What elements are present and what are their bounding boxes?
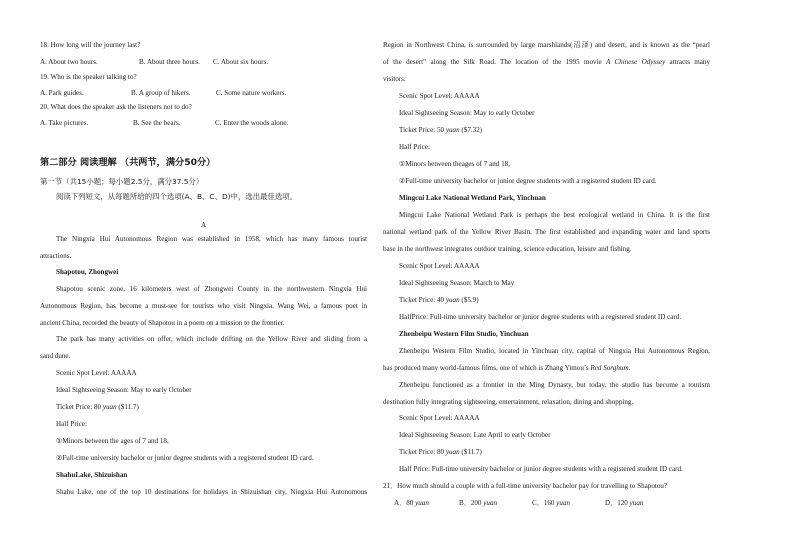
spot2-para-line3: of the desert” along the Silk Road. The location of the 1995 movie A Chinese Odyssey attracts many (383, 58, 710, 66)
spot1-para1-line2: Autonomous Region, has become a must-see for tourists who visit Ningxia. Wang Wei, a famous poet in (40, 302, 367, 310)
q20-option-b: B. See the bears. (133, 119, 181, 127)
spot4-para-line4: destination fully integrating sightseeing, entertainment, relaxation, dining and shopping. (383, 398, 634, 406)
part2-title: 第二部分 阅读理解 （共两节，满分50分） (40, 157, 216, 168)
spot3-half-price: HalfPrice: Full-time university bachelor or junior degree students with a registered student ID card. (399, 313, 682, 321)
q19-stem: 19. Who is the speaker talking to? (40, 73, 137, 81)
q18-option-a: A. About two hours. (40, 58, 98, 66)
spot2-half-price: Half Price: (399, 143, 430, 151)
q20-stem: 20. What does the speaker ask the listeners not to do? (40, 103, 192, 111)
q18-stem: 18. How long will the journey last? (40, 41, 141, 49)
q21-option-c: C．160 yuan (532, 499, 571, 507)
spot1-season: Ideal Sightseeing Season: May to early October (56, 386, 192, 394)
spot2-half-item-1: ①Minors between theages of 7 and 18, (399, 160, 510, 168)
spot1-para1-line1: Shapotou scenic zone, 16 kilometers west of Zhongwei County in the northwestern Ningxia Hui (56, 285, 367, 293)
spot4-half-price: Half Price: Full-time university bachelor or junior degree students with a registered student ID card. (399, 465, 683, 473)
q21-stem: 21．How much should a couple with a full-time university bachelor pay for travelling to Shapotou? (383, 482, 668, 490)
spot1-para2-line1: The park has many activities on offer, which include drifting on the Yellow River and sliding from a (56, 335, 367, 343)
spot3-para-line3: base in the northwest integrates outdoor training, science education, leisure and fishing. (383, 245, 632, 253)
spot4-para-line2: has produced many world-famous films, one of which is Zhang Yimou’s Red Sorghum. (383, 364, 631, 372)
intro-line-1: The Ningxia Hui Autonomous Region was established in 1958, which has many famous tourist (56, 235, 367, 243)
spot3-title: Mingcui Lake National Wetland Park, Yinchuan (399, 194, 546, 202)
q18-option-b: B. About three hours. (139, 58, 200, 66)
spot1-para1-line3: ancient China, recorded the beauty of Shapotou in a poem on a mission to the frontier. (40, 319, 285, 327)
spot2-season: Ideal Sightseeing Season: May to early October (399, 109, 535, 117)
spot2-para-line1: Shahu Lake, one of the top 10 destinations for holidays in Shizuishan city, Ningxia Hui Autonomous (56, 488, 367, 496)
spot3-para-line2: national wetland park of the Yellow River Basin. The first established and expanding water and land sports (383, 228, 710, 236)
passage-letter: A (201, 221, 207, 229)
spot1-title: Shapotou, Zhongwei (56, 268, 119, 276)
spot1-half-price: Half Price: (56, 420, 87, 428)
q20-option-c: C. Enter the woods alone. (215, 119, 289, 127)
spot4-title: Zhenbeipu Western Film Studio, Yinchuan (399, 330, 529, 338)
spot1-level: Scenic Spot Level: AAAAA (56, 369, 137, 377)
spot3-price: Ticket Price: 40 yuan ($5.9) (399, 296, 479, 304)
spot1-half-item-1: ①Minors between the ages of 7 and 18, (56, 437, 169, 445)
q19-option-b: B. A group of hikers. (131, 89, 191, 97)
q21-option-a: A．80 yuan (394, 499, 429, 507)
spot2-price: Ticket Price: 50 yuan ($7.32) (399, 126, 483, 134)
spot2-para-line4: visitors. (383, 75, 406, 83)
q19-option-c: C. Some nature workers. (216, 89, 287, 97)
spot1-para2-line2: sand dune. (40, 352, 71, 360)
q19-option-a: A. Park guides. (40, 89, 84, 97)
intro-line-2: attractions. (40, 252, 72, 260)
instruction: 阅读下列短文，从每题所给的四个选项(A、B、C、D)中，选出最佳选项。 (56, 192, 298, 201)
spot2-title: ShahuLake, Shizuishan (56, 471, 128, 479)
q20-option-a: A. Take pictures. (40, 119, 89, 127)
spot2-para-line2: Region in Northwest China, is surrounded by large marshlands(沼泽) and desert, and is known as the “pearl (383, 41, 710, 49)
spot4-level: Scenic Spot Level: AAAAA (399, 414, 480, 422)
spot4-para-line1: Zhenbeipu Western Film Studio, located in Yinchuan city, capital of Ningxia Hui Autonomous Region, (399, 347, 710, 355)
spot2-half-item-2: ②Full-time university bachelor or junior degree students with a registered student ID card. (399, 177, 657, 185)
spot4-para-line3: Zhenbeipu functioned as a frontier in the Ming Dynasty, but today, the studio has become a tourism (399, 381, 710, 389)
spot3-season: Ideal Sightseeing Season: March to May (399, 279, 515, 287)
spot4-price: Ticket Price: 80 yuan ($11.7) (399, 448, 482, 456)
q21-option-b: B．200 yuan (459, 499, 498, 507)
q21-option-d: D．120 yuan (605, 499, 644, 507)
spot1-half-item-2: ②Full-time university bachelor or junior degree students with a registered student ID card. (56, 454, 314, 462)
spot3-para-line1: Mingcui Lake National Wetland Park is perhaps the best ecological wetland in China. It is the first (399, 211, 710, 219)
q18-option-c: C. About six hours. (213, 58, 268, 66)
spot2-level: Scenic Spot Level: AAAAA (399, 92, 480, 100)
spot1-price: Ticket Price: 80 yuan ($11.7) (56, 403, 139, 411)
spot4-season: Ideal Sightseeing Season: Late April to early October (399, 431, 551, 439)
spot3-level: Scenic Spot Level: AAAAA (399, 262, 480, 270)
section1-title: 第一节（共15小题；每小题2.5分，满分37.5分） (40, 177, 204, 186)
